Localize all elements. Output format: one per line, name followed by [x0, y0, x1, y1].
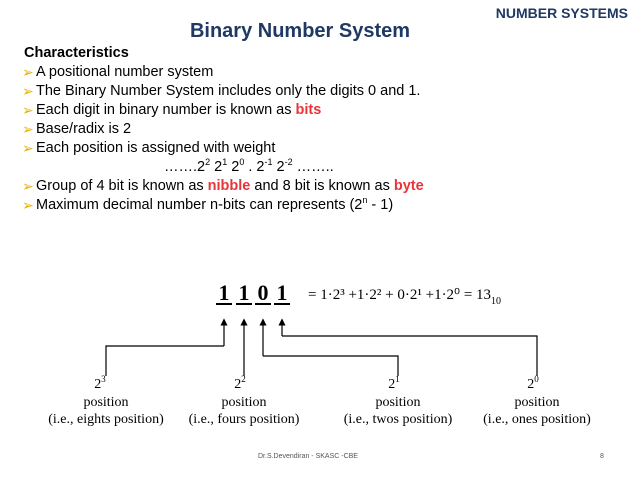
- connector-line: [106, 346, 224, 376]
- weights-text: …….2: [164, 159, 206, 175]
- connector-line: [263, 356, 398, 376]
- weights-exponent: -1: [264, 157, 273, 168]
- weights-text: 2: [272, 159, 285, 175]
- power-exponent: 0: [534, 374, 539, 384]
- arrow-bullet-icon: ➢: [22, 64, 34, 80]
- bullet-text: Maximum decimal number n-bits can represents (2: [36, 197, 363, 213]
- highlight-term: byte: [393, 178, 424, 194]
- position-word: position: [514, 395, 560, 410]
- bullet-item: [24, 139, 624, 158]
- position-label: [344, 374, 453, 427]
- arrow-bullet-icon: ➢: [22, 83, 34, 99]
- position-label: [189, 374, 300, 427]
- weights-exponent: -2: [284, 157, 293, 168]
- slide-content: [24, 44, 624, 215]
- weights-text: . 2: [244, 159, 265, 175]
- position-description: (i.e., fours position): [188, 412, 300, 427]
- power-base: 2: [234, 377, 242, 392]
- weights-text: 2: [227, 159, 240, 175]
- arrow-bullet-icon: ➢: [22, 121, 34, 137]
- weights-exponent: 1: [222, 157, 228, 168]
- slide-title: Binary Number System: [189, 20, 411, 42]
- binary-digit: 1: [276, 280, 288, 305]
- conversion-equation: [308, 287, 501, 307]
- svg-text:23: [94, 374, 106, 392]
- binary-digit: 1: [218, 280, 230, 305]
- power-exponent: 1: [395, 374, 400, 384]
- bullet-text: A positional number system: [36, 64, 214, 80]
- position-word: position: [83, 395, 129, 410]
- bullet-item: [24, 120, 624, 139]
- bullet-text: Each digit in binary number is known as: [36, 102, 296, 118]
- position-description: (i.e., twos position): [343, 412, 453, 427]
- section-heading: Characteristics: [24, 45, 129, 61]
- weights-text: 2: [210, 159, 223, 175]
- weights-line: [24, 158, 624, 177]
- power-base: 2: [527, 377, 535, 392]
- binary-digit: 1: [238, 280, 250, 305]
- bullet-text: Each position is assigned with weight: [36, 140, 276, 156]
- bullet-text: The Binary Number System includes only the digits 0 and 1.: [36, 83, 421, 99]
- bullet-item: [24, 63, 624, 82]
- svg-text:21: [388, 374, 400, 392]
- page-number: 8: [600, 453, 604, 460]
- binary-position-diagram: [0, 270, 638, 440]
- bullet-item: [24, 101, 624, 120]
- highlight-term: nibble: [207, 178, 251, 194]
- bullet-text: - 1): [367, 197, 394, 213]
- position-word: position: [375, 395, 421, 410]
- bullet-text: Base/radix is 2: [36, 121, 132, 137]
- weights-exponent: 2: [205, 157, 211, 168]
- footer-author: Dr.S.Devendiran - SKASC -CBE: [258, 453, 358, 460]
- position-word: position: [221, 395, 267, 410]
- weights-exponent: 0: [239, 157, 245, 168]
- binary-digit: 0: [257, 280, 269, 305]
- arrow-bullet-icon: ➢: [22, 178, 34, 194]
- equation-text: = 1·2³ +1·2² + 0·2¹ +1·2⁰ = 13: [308, 287, 492, 303]
- bullet-item: [24, 177, 624, 196]
- position-description: (i.e., eights position): [48, 412, 164, 427]
- power-exponent: 2: [241, 374, 246, 384]
- power-exponent: 3: [101, 374, 106, 384]
- equation-subscript: 10: [491, 296, 502, 307]
- power-base: 2: [388, 377, 396, 392]
- bullet-superscript: n: [362, 195, 368, 206]
- svg-text:22: [234, 374, 246, 392]
- power-base: 2: [94, 377, 102, 392]
- bullet-text: and 8 bit is known as: [250, 178, 394, 194]
- svg-text:20: [527, 374, 539, 392]
- position-label: [483, 374, 591, 427]
- slide-topic: NUMBER SYSTEMS: [495, 5, 628, 21]
- arrow-bullet-icon: ➢: [22, 102, 34, 118]
- position-label: [48, 374, 164, 427]
- bullet-text: Group of 4 bit is known as: [36, 178, 208, 194]
- highlight-term: bits: [295, 102, 322, 118]
- arrow-bullet-icon: ➢: [22, 140, 34, 156]
- arrow-bullet-icon: ➢: [22, 197, 34, 213]
- position-description: (i.e., ones position): [483, 412, 591, 427]
- bullet-item: [24, 196, 624, 215]
- weights-text: ……..: [292, 159, 334, 175]
- bullet-item: [24, 82, 624, 101]
